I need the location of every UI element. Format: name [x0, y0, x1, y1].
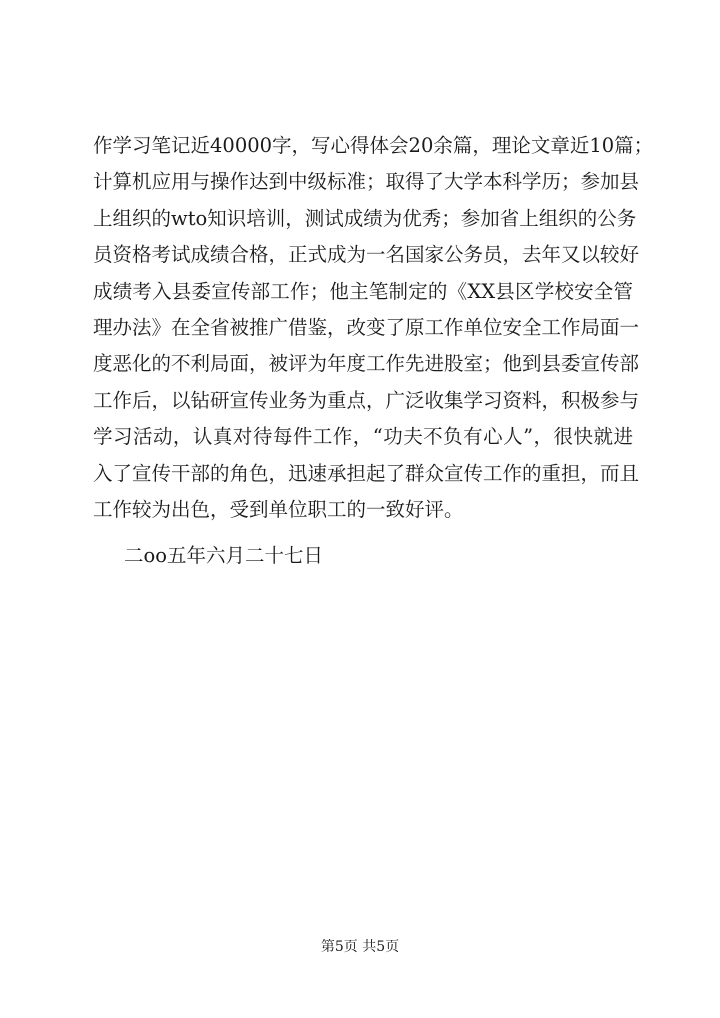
- paragraph-line: 计算机应用与操作达到中级标准；取得了大学本科学历；参加县: [93, 170, 640, 194]
- paragraph-line: 上组织的wto知识培训，测试成绩为优秀；参加省上组织的公务: [93, 206, 637, 230]
- paragraph-line: 入了宣传干部的角色，迅速承担起了群众宣传工作的重担，而且: [93, 461, 640, 485]
- paragraph-line: 工作后，以钻研宣传业务为重点，广泛收集学习资料，积极参与: [93, 388, 640, 412]
- paragraph-line: 度恶化的不利局面，被评为年度工作先进股室；他到县委宣传部: [93, 352, 640, 376]
- paragraph-line: 理办法》在全省被推广借鉴，改变了原工作单位安全工作局面一: [93, 315, 640, 339]
- document-date: 二oo五年六月二十七日: [124, 544, 323, 567]
- page-number-footer: 第5页 共5页: [320, 939, 400, 955]
- paragraph-line: 员资格考试成绩合格，正式成为一名国家公务员，去年又以较好: [93, 243, 640, 267]
- paragraph-line: 成绩考入县委宣传部工作；他主笔制定的《XX县区学校安全管: [93, 279, 633, 303]
- body-paragraph: [93, 128, 654, 528]
- paragraph-line: 工作较为出色，受到单位职工的一致好评。: [93, 497, 464, 521]
- paragraph-line: 学习活动，认真对待每件工作，“功夫不负有心人”，很快就进: [93, 425, 633, 449]
- paragraph-line: 作学习笔记近40000字，写心得体会20余篇，理论文章近10篇；: [93, 134, 654, 157]
